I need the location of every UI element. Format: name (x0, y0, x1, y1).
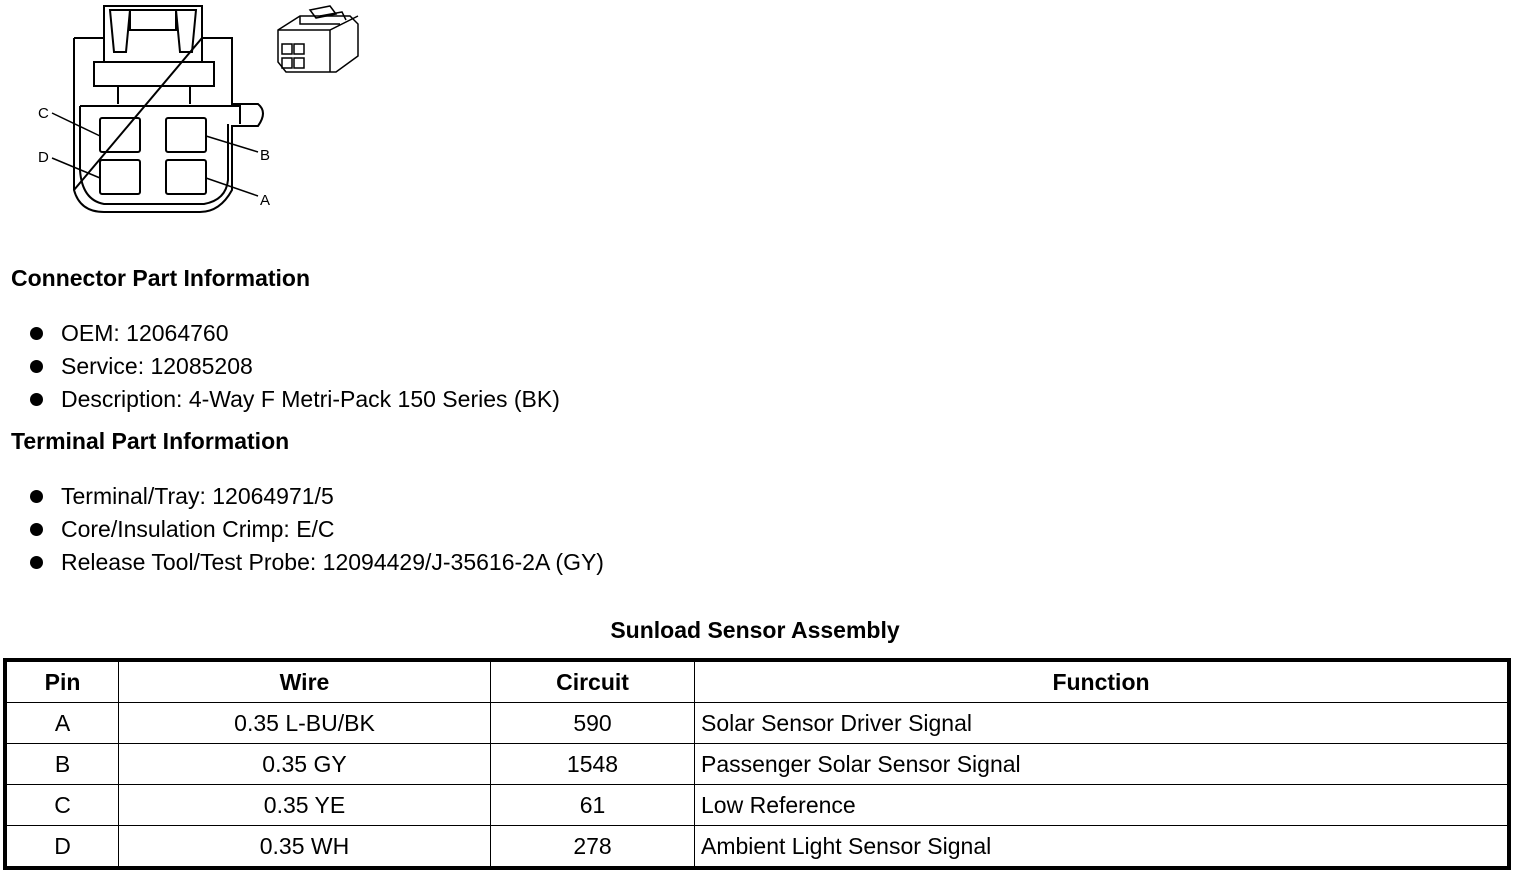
table-row (7, 744, 1508, 785)
table-title: Sunload Sensor Assembly (610, 617, 900, 643)
table-row (7, 785, 1508, 826)
circuit-cell: 61 (491, 785, 695, 826)
pin-cell: A (7, 703, 119, 744)
pin-label-d: D (38, 149, 49, 166)
release-tool-text: Release Tool/Test Probe: 12094429/J-35616-2A (GY) (61, 549, 604, 575)
table-header-row (7, 662, 1508, 703)
connector-part-info-list (11, 317, 560, 416)
pin-label-a: A (260, 192, 271, 209)
oem-text: OEM: 12064760 (61, 320, 229, 346)
table-row (7, 703, 1508, 744)
connector-isometric-thumbnail (278, 6, 358, 72)
connector-latch (104, 6, 202, 62)
connector-part-info-heading: Connector Part Information (11, 265, 311, 291)
bullet-icon (30, 327, 43, 340)
function-cell: Solar Sensor Driver Signal (695, 703, 1508, 744)
connector-face-diagram (0, 0, 380, 220)
wire-cell: 0.35 WH (119, 826, 491, 867)
list-item (11, 350, 560, 383)
bullet-icon (30, 393, 43, 406)
column-header-function: Function (695, 662, 1508, 703)
circuit-cell: 1548 (491, 744, 695, 785)
wire-cell: 0.35 YE (119, 785, 491, 826)
terminal-tray-text: Terminal/Tray: 12064971/5 (61, 483, 334, 509)
crimp-text: Core/Insulation Crimp: E/C (61, 516, 335, 542)
column-header-circuit: Circuit (491, 662, 695, 703)
pin-cell: D (7, 826, 119, 867)
column-header-pin: Pin (7, 662, 119, 703)
circuit-cell: 278 (491, 826, 695, 867)
cavity-b (166, 118, 206, 152)
column-header-wire: Wire (119, 662, 491, 703)
table-row (7, 826, 1508, 867)
function-cell: Low Reference (695, 785, 1508, 826)
list-item (11, 317, 560, 350)
list-item (11, 480, 604, 513)
function-cell: Ambient Light Sensor Signal (695, 826, 1508, 867)
bullet-icon (30, 523, 43, 536)
pin-label-b: B (260, 147, 271, 164)
pin-label-c: C (38, 105, 49, 122)
service-text: Service: 12085208 (61, 353, 253, 379)
pin-cell: B (7, 744, 119, 785)
connector-body-outline (74, 38, 263, 212)
terminal-part-info-list (11, 480, 604, 579)
terminal-part-info-heading: Terminal Part Information (11, 428, 290, 454)
description-text: Description: 4-Way F Metri-Pack 150 Series (BK) (61, 386, 560, 412)
pinout-table (6, 661, 1508, 867)
list-item (11, 513, 604, 546)
circuit-cell: 590 (491, 703, 695, 744)
function-cell: Passenger Solar Sensor Signal (695, 744, 1508, 785)
bullet-icon (30, 556, 43, 569)
list-item (11, 546, 604, 579)
wire-cell: 0.35 L-BU/BK (119, 703, 491, 744)
pin-cell: C (7, 785, 119, 826)
list-item (11, 383, 560, 416)
wire-cell: 0.35 GY (119, 744, 491, 785)
bullet-icon (30, 360, 43, 373)
bullet-icon (30, 490, 43, 503)
cavity-d (100, 160, 140, 194)
cavity-a (166, 160, 206, 194)
